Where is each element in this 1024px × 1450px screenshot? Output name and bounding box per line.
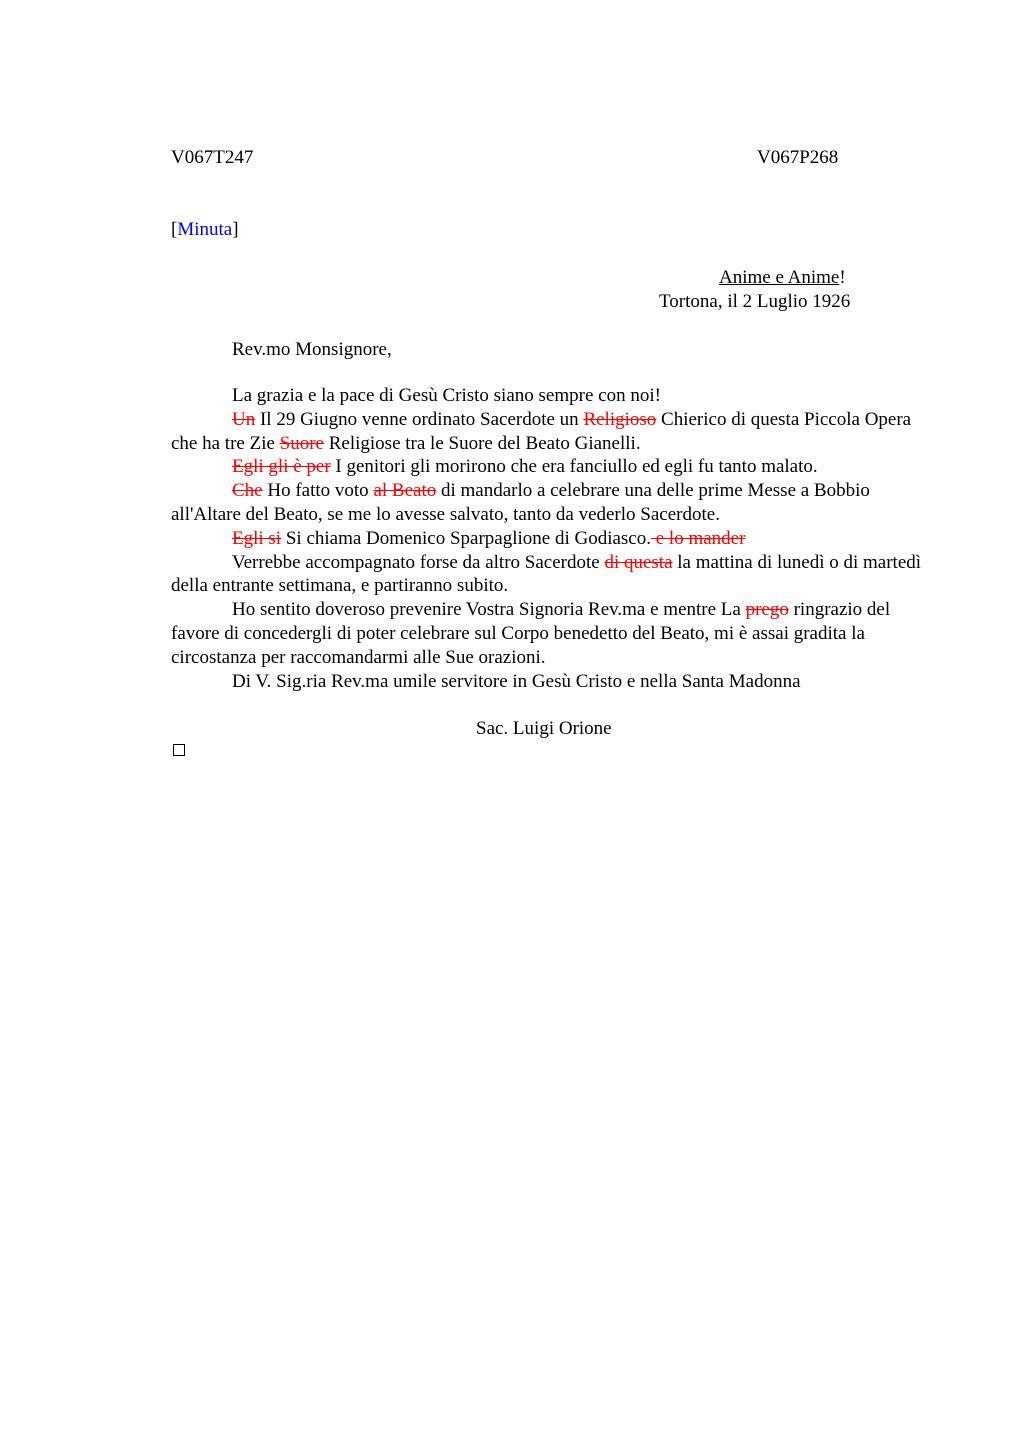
motto-text: Anime e Anime: [719, 267, 840, 288]
deleted-text: Che: [232, 480, 263, 502]
note-open-bracket: [: [171, 219, 178, 240]
paragraph-text: Verrebbe accompagnato forse da altro Sacerdote: [232, 551, 605, 573]
paragraph-text: Religiose tra le Suore del Beato Gianelli.: [323, 432, 641, 454]
paragraph-text: I genitori gli morirono che era fanciullo ed egli fu tanto malato.: [330, 456, 818, 478]
deleted-text: Egli gli è per: [232, 456, 331, 478]
paragraph-text: la mattina di lunedì o di martedì della entrante settimana, e partiranno subito.: [171, 551, 922, 597]
deleted-text: di questa: [604, 551, 673, 573]
letter-body: [171, 384, 931, 693]
paragraph-4: [171, 479, 931, 527]
deleted-text: prego: [745, 599, 789, 621]
paragraph-text: Ho fatto voto: [262, 480, 374, 502]
deleted-text: Egli si: [232, 527, 282, 549]
deleted-text: Religioso: [583, 408, 657, 430]
paragraph-6: [171, 551, 931, 599]
paragraph-8: Di V. Sig.ria Rev.ma umile servitore in Gesù Cristo e nella Santa Madonna: [232, 670, 801, 692]
paragraph-3: [171, 455, 931, 479]
paragraph-5: [171, 527, 931, 551]
deleted-text: e lo mander: [650, 527, 746, 549]
draft-note: [171, 218, 239, 242]
note-label: Minuta: [177, 219, 233, 240]
place-date: Tortona, il 2 Luglio 1926: [659, 291, 851, 312]
motto: [719, 266, 846, 290]
paragraph-1: La grazia e la pace di Gesù Cristo siano sempre con noi!: [232, 385, 661, 406]
paragraph-text: Il 29 Giugno venne ordinato Sacerdote un: [255, 408, 584, 430]
paragraph-text: ringrazio del favore di concedergli di poter celebrare sul Corpo benedetto del Beato, mi è assai gradita la circostanza per raccomandarmi alle Sue orazioni.: [171, 599, 891, 668]
paragraph-text: Si chiama Domenico Sparpaglione di Godiasco.: [281, 527, 651, 549]
checkbox-icon: [173, 744, 185, 756]
paragraph-text: Chierico di questa Piccola Opera che ha tre Zie: [171, 408, 912, 454]
note-close-bracket: ]: [232, 219, 239, 240]
motto-punct: !: [839, 267, 846, 288]
paragraph-text: di mandarlo a celebrare una delle prime Messe a Bobbio all'Altare del Beato, se me lo avesse salvato, tanto da vederlo Sacerdote.: [171, 480, 870, 525]
deleted-text: Un: [232, 408, 256, 430]
deleted-text: al Beato: [373, 480, 437, 502]
paragraph-text: Ho sentito doveroso prevenire Vostra Signoria Rev.ma e mentre La: [232, 599, 746, 621]
header-right-code: V067P268: [757, 147, 839, 168]
deleted-text: Suore: [279, 432, 324, 454]
header-left-code: V067T247: [171, 147, 254, 168]
paragraph-2: [171, 408, 931, 456]
signature: Sac. Luigi Orione: [476, 718, 612, 739]
salutation: Rev.mo Monsignore,: [232, 339, 392, 360]
paragraph-7: [171, 598, 931, 669]
